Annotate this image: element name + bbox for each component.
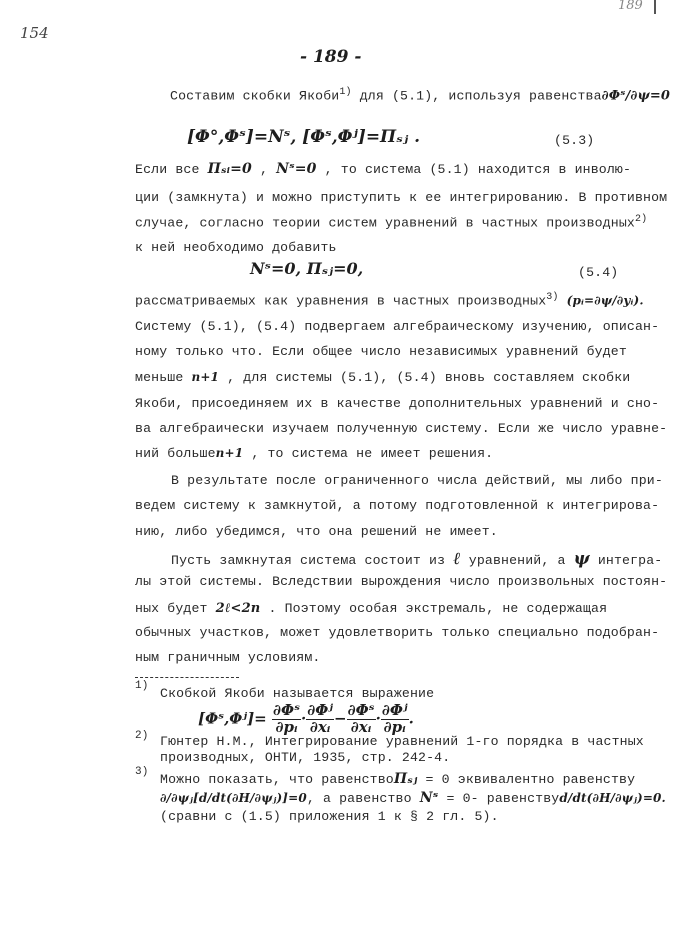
- fn3-l1-b: = 0 эквивалентно равенству: [425, 772, 636, 787]
- para4-line1: [171, 549, 662, 569]
- para2-line5: Якоби, присоединяем их в качестве дополнительных уравнений и сно-: [135, 396, 660, 411]
- para2-l4-a: меньше: [135, 370, 184, 385]
- fn1-frac4: [381, 703, 409, 736]
- para1-l1-c: , то система (5.1) находится в инволю-: [324, 162, 632, 177]
- footnote-2-mark: 2): [135, 730, 149, 742]
- para1-line3: [135, 214, 647, 230]
- para1-l1-a: Если все: [135, 162, 200, 177]
- intro-line: [170, 87, 670, 103]
- fn1-frac3-den: ∂xᵢ: [350, 717, 372, 736]
- intro-rest: для (5.1), используя равенства: [351, 88, 602, 104]
- para2-l1-formula: (pᵢ=∂ψ/∂yᵢ).: [566, 293, 644, 308]
- para4-l1-formula1: ℓ: [453, 549, 461, 569]
- para3-line1: В результате после ограниченного числа действий, мы либо при-: [171, 473, 663, 488]
- para4-l3-b: . Поэтому особая экстремаль, не содержащая: [268, 601, 608, 616]
- equation-5-4-number: (5.4): [578, 265, 619, 280]
- intro-formula: ∂Φˢ/∂ψ=0: [601, 88, 671, 104]
- para4-line4: обычных участков, может удовлетворить только специально подобран-: [135, 625, 660, 640]
- para1-line2: ции (замкнута) и можно приступить к ее интегрированию. В противном: [135, 190, 668, 205]
- fn1-frac1-num: ∂Φˢ: [272, 701, 300, 719]
- para1-line4: к ней необходимо добавить: [135, 240, 337, 255]
- page-number: - 189 -: [300, 47, 362, 67]
- equation-5-3: [Φ°,Φˢ]=Nˢ, [Φˢ,Φʲ]=Πₛⱼ .: [187, 127, 420, 147]
- fn1-frac3: [347, 703, 376, 736]
- para2-line2: Систему (5.1), (5.4) подвергаем алгебраическому изучению, описан-: [135, 319, 660, 334]
- para4-l3-a: ных будет: [135, 601, 208, 616]
- footnote-1-text: Скобкой Якоби называется выражение: [160, 686, 435, 701]
- para2-l7-b: , то система не имеет решения.: [251, 446, 494, 461]
- para2-l1-text: рассматриваемых как уравнения в частных производных: [135, 293, 547, 309]
- fn1-frac2-num: ∂Φʲ: [307, 701, 333, 719]
- fn1-frac4-num: ∂Φʲ: [381, 701, 408, 719]
- footnote-ref-2: 2): [634, 214, 648, 225]
- fn1-lhs: [Φˢ,Φʲ]=: [198, 709, 267, 728]
- fn1-frac1-den: ∂pᵢ: [275, 717, 298, 736]
- corner-page-number: 189: [618, 0, 643, 13]
- right-edge-line: [654, 0, 656, 14]
- footnote-3-line2: [160, 790, 666, 806]
- intro-text: Составим скобки Якоби: [170, 88, 340, 104]
- footnote-1-mark: 1): [135, 680, 149, 692]
- footnote-separator: [135, 677, 239, 678]
- para4-l3-formula: 2ℓ<2n: [215, 601, 261, 616]
- fn1-frac2: [306, 703, 334, 736]
- para4-line5: ным граничным условиям.: [135, 650, 321, 665]
- para4-line2: лы этой системы. Вследствии вырождения число произвольных постоян-: [135, 574, 668, 589]
- para2-l4-b: , для системы (5.1), (5.4) вновь составляем скобки: [227, 370, 631, 385]
- fn3-l2-formula3: d/dt(∂H/∂ψⱼ)=0.: [559, 791, 666, 805]
- para4-l1-c: интегра-: [597, 553, 663, 568]
- fn1-frac1: [272, 703, 301, 736]
- para2-line7: [135, 446, 493, 461]
- para2-l7-a: ний больше: [135, 446, 216, 461]
- equation-5-4: Nˢ=0, Πₛⱼ=0,: [250, 259, 364, 278]
- para1-l1-formula1: Πₛᵢ=0: [207, 161, 252, 177]
- footnote-2-line2: производных, ОНТИ, 1935, стр. 242-4.: [160, 750, 451, 765]
- equation-5-3-number: (5.3): [554, 133, 595, 148]
- para2-line1: [135, 292, 644, 308]
- footnote-1-formula: [Φˢ,Φʲ]= $\frac{\text{∂Φˢ}}{\text{∂pᵢ}}$ · $\frac{\text{∂Φʲ}}{\text{∂xᵢ}}$ − $\frac{\text{∂Φˢ}}{\text{∂xᵢ}}$ · $\frac{\text{∂Φʲ}}{\text{∂pᵢ}}$ .: [198, 701, 414, 736]
- fn1-frac3-num: ∂Φˢ: [347, 701, 375, 719]
- para1-l1-formula2: Nˢ=0: [276, 161, 317, 177]
- footnote-ref-1: 1): [339, 87, 352, 98]
- para1-line1: [135, 161, 631, 177]
- footnote-3-line3: (сравни с (1.5) приложения 1 к § 2 гл. 5).: [160, 809, 499, 824]
- para3-line3: нию, либо убедимся, что она решений не имеет.: [135, 524, 498, 539]
- para1-l1-b: ,: [260, 162, 269, 177]
- para1-l3-text: случае, согласно теории систем уравнений в частных производных: [135, 215, 635, 231]
- para3-line2: ведем систему к замкнутой, а потому подготовленной к интегрирова-: [135, 498, 660, 513]
- fn3-l2-b: = 0- равенству: [446, 791, 560, 806]
- para2-line4: [135, 370, 630, 385]
- fn3-l1-formula: Πₛⱼ: [393, 771, 418, 787]
- footnote-2-line1: Гюнтер Н.М., Интегрирование уравнений 1-го порядка в частных: [160, 734, 644, 749]
- footnote-3-line1: [160, 771, 635, 787]
- para2-l7-formula: n+1: [215, 446, 244, 460]
- para2-l4-formula: n+1: [191, 370, 220, 384]
- para4-l1-b: уравнений, а: [468, 553, 566, 568]
- fn3-l2-formula2: Nˢ: [419, 790, 439, 806]
- para2-line6: ва алгебраически изучаем полученную систему. Если же число уравне-: [135, 421, 668, 436]
- footnote-3-mark: 3): [135, 766, 149, 778]
- para4-l1-formula2: ψ: [573, 549, 590, 569]
- fn3-l2-formula1: ∂/∂ψⱼ[d/dt(∂H/∂ψⱼ)]=0: [160, 791, 307, 805]
- para4-line3: [135, 600, 607, 616]
- footnote-ref-3: 3): [546, 292, 559, 303]
- margin-page-number: 154: [20, 24, 49, 42]
- fn1-frac2-den: ∂xᵢ: [309, 717, 331, 736]
- para4-l1-a: Пусть замкнутая система состоит из: [171, 553, 446, 568]
- para2-line3: ному только что. Если общее число независимых уравнений будет: [135, 344, 627, 359]
- fn3-l1-a: Можно показать, что равенство: [160, 772, 394, 787]
- fn3-l2-a: , а равенство: [306, 791, 412, 806]
- fn1-frac4-den: ∂pᵢ: [383, 717, 406, 736]
